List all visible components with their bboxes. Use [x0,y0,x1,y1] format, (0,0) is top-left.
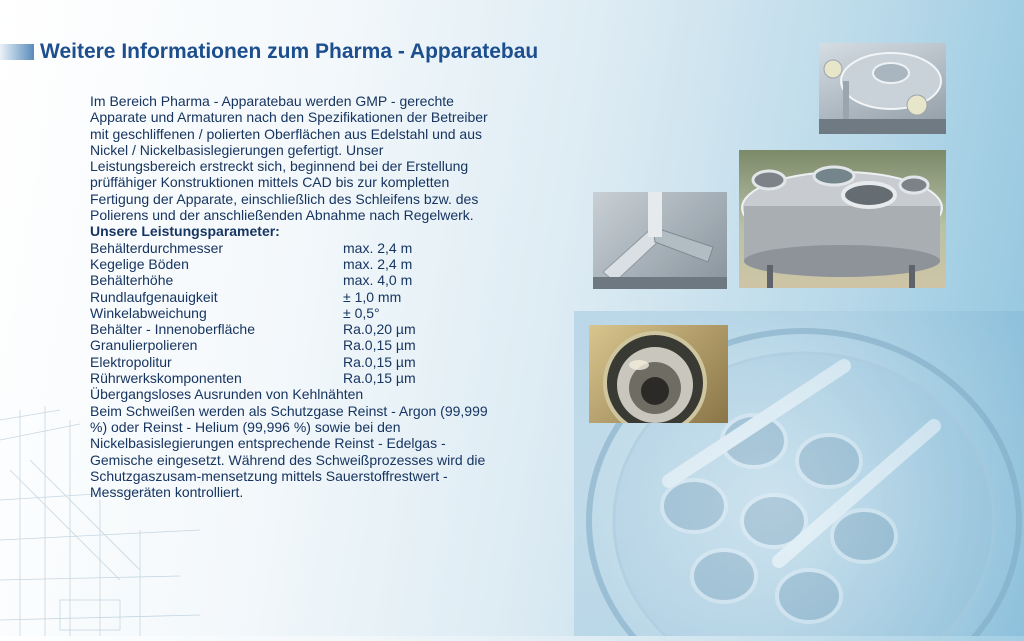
parameter-value: Ra.0,20 µm [343,321,416,338]
parameter-name: Behälterhöhe [90,272,174,289]
parameter-value: max. 4,0 m [343,272,413,289]
parameters-list [90,240,490,387]
parameter-row [90,240,490,256]
vessel-interior-photo [589,325,728,423]
parameter-row [90,256,490,272]
parameters-footnote: Übergangsloses Ausrunden von Kehlnähten [90,386,364,403]
intro-paragraph: Im Bereich Pharma - Apparatebau werden GMP - gerechte Apparate und Armaturen nach den Spezifikationen der Betreiber mit geschliffenen / polierten Oberflächen aus Edelstahl und aus Nickel / Nickelbasislegierungen gefertigt. Unser Leistungsbereich erstreckt sich, beginnend bei der Erstellung prüffähiger Konstruktionen mittels CAD bis zur kompletten Fertigung der Apparate, einschließlich des Schleifens bzw. des Polierens und der anschließenden Abnahme nach Regelwerk. [90,93,488,224]
vessel-lid-photo [819,43,946,134]
parameters-heading: Unsere Leistungsparameter: [90,223,280,240]
parameter-row [90,337,490,353]
parameter-value: max. 2,4 m [343,239,413,256]
dished-head-photo [739,150,946,288]
parameter-row [90,289,490,305]
parameter-value: Ra.0,15 µm [343,337,416,354]
parameter-row [90,354,490,370]
parameter-name: Behälterdurchmesser [90,239,224,256]
parameter-name: Rührwerkskomponenten [90,370,242,387]
parameter-value: Ra.0,15 µm [343,370,416,387]
parameter-name: Granulierpolieren [90,337,198,354]
parameter-name: Elektropolitur [90,353,172,370]
parameter-value: Ra.0,15 µm [343,353,416,370]
parameter-value: max. 2,4 m [343,255,413,272]
agitator-blade-photo [593,192,727,289]
parameter-name: Rundlaufgenauigkeit [90,288,218,305]
parameter-value: ± 1,0 mm [343,288,402,305]
parameter-row [90,370,490,386]
parameter-name: Kegelige Böden [90,255,189,272]
parameter-row [90,321,490,337]
parameter-row [90,305,490,321]
parameter-row [90,272,490,288]
page-title: Weitere Informationen zum Pharma - Apparatebau [40,40,539,63]
parameter-name: Winkelabweichung [90,304,207,321]
parameter-value: ± 0,5° [343,304,380,321]
main-text-column [90,93,490,500]
closing-paragraph: Beim Schweißen werden als Schutzgase Reinst - Argon (99,999 %) oder Reinst - Helium (99,996 %) sowie bei den Nickelbasislegierungen entsprechende Reinst - Edelgas - Gemische eingesetzt. Während des Schweißprozesses wird die Schutzgaszusam-mensetzung mittels Sauerstoffrestwert - Messgeräten kontrolliert. [90,402,488,501]
title-accent-bar [0,44,34,60]
parameter-name: Behälter - Innenoberfläche [90,321,255,338]
